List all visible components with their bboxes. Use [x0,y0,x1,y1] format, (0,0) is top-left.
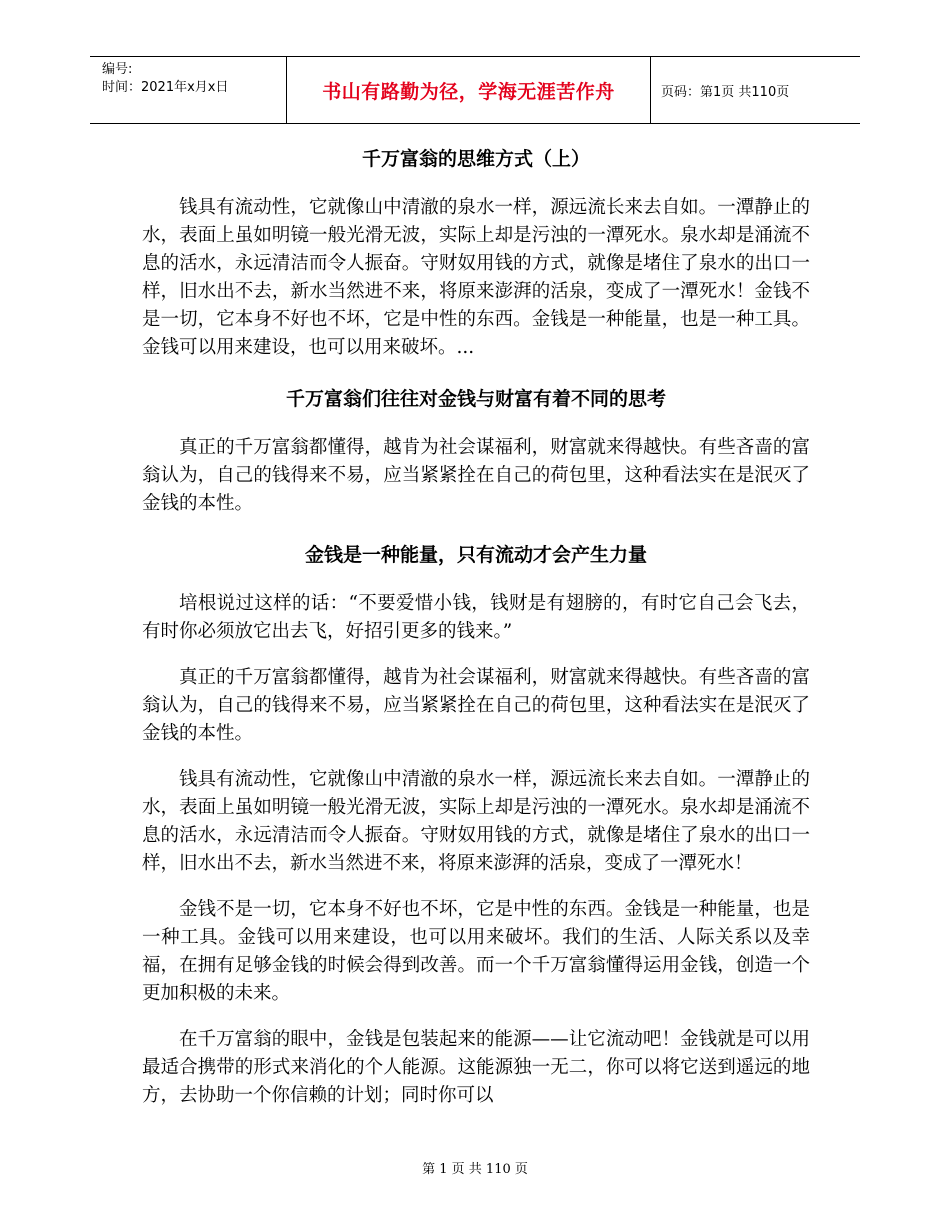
paragraph: 真正的千万富翁都懂得，越肯为社会谋福利，财富就来得越快。有些吝啬的富翁认为，自己的钱得来不易，应当紧紧拴在自己的荷包里，这种看法实在是泯灭了金钱的本性。 [142,437,810,514]
paragraph: 钱具有流动性，它就像山中清澈的泉水一样，源远流长来去自如。一潭静止的水，表面上虽如明镜一般光滑无波，实际上却是污浊的一潭死水。泉水却是涌流不息的活水，永远清洁而令人振奋。守财奴用钱的方式，就像是堵住了泉水的出口一样，旧水出不去，新水当然进不来，将原来澎湃的活泉，变成了一潭死水！ [142,769,810,874]
page-footer: 第 1 页 共 110 页 [422,1162,528,1177]
section-heading: 金钱是一种能量，只有流动才会产生力量 [304,544,647,566]
paragraph: 钱具有流动性，它就像山中清澈的泉水一样，源远流长来去自如。一潭静止的水，表面上虽如明镜一般光滑无波，实际上却是污浊的一潭死水。泉水却是涌流不息的活水，永远清洁而令人振奋。守财奴用钱的方式，就像是堵住了泉水的出口一样，旧水出不去，新水当然进不来，将原来澎湃的活泉，变成了一潭死水！金钱不是一切，它本身不好也不坏，它是中性的东西。金钱是一种能量，也是一种工具。金钱可以用来建设，也可以用来破坏。... [142,197,810,358]
document-time: 时间：2021年x月x日 [102,80,229,95]
page-header [90,56,860,124]
paragraph: 培根说过这样的话：“不要爱惜小钱，钱财是有翅膀的，有时它自己会飞去，有时你必须放它出去飞，好招引更多的钱来。” [142,593,810,642]
header-page-info: 页码：第1页 共110页 [661,84,790,100]
paragraph: 在千万富翁的眼中，金钱是包装起来的能源——让它流动吧！金钱就是可以用最适合携带的形式来消化的个人能源。这能源独一无二，你可以将它送到遥远的地方，去协助一个你信赖的计划；同时你可以 [142,1029,810,1106]
document-body [142,140,810,1110]
section-heading: 千万富翁们往往对金钱与财富有着不同的思考 [285,388,666,410]
header-meta [102,61,228,97]
paragraph: 真正的千万富翁都懂得，越肯为社会谋福利，财富就来得越快。有些吝啬的富翁认为，自己的钱得来不易，应当紧紧拴在自己的荷包里，这种看法实在是泯灭了金钱的本性。 [142,667,810,744]
header-motto: 书山有路勤为径，学海无涯苦作舟 [322,80,615,103]
document-number-label: 编号: [102,62,133,77]
paragraph: 金钱不是一切，它本身不好也不坏，它是中性的东西。金钱是一种能量，也是一种工具。金钱可以用来建设，也可以用来破坏。我们的生活、人际关系以及幸福，在拥有足够金钱的时候会得到改善。而一个千万富翁懂得运用金钱，创造一个更加积极的未来。 [142,899,810,1004]
document-title: 千万富翁的思维方式（上） [361,148,590,170]
